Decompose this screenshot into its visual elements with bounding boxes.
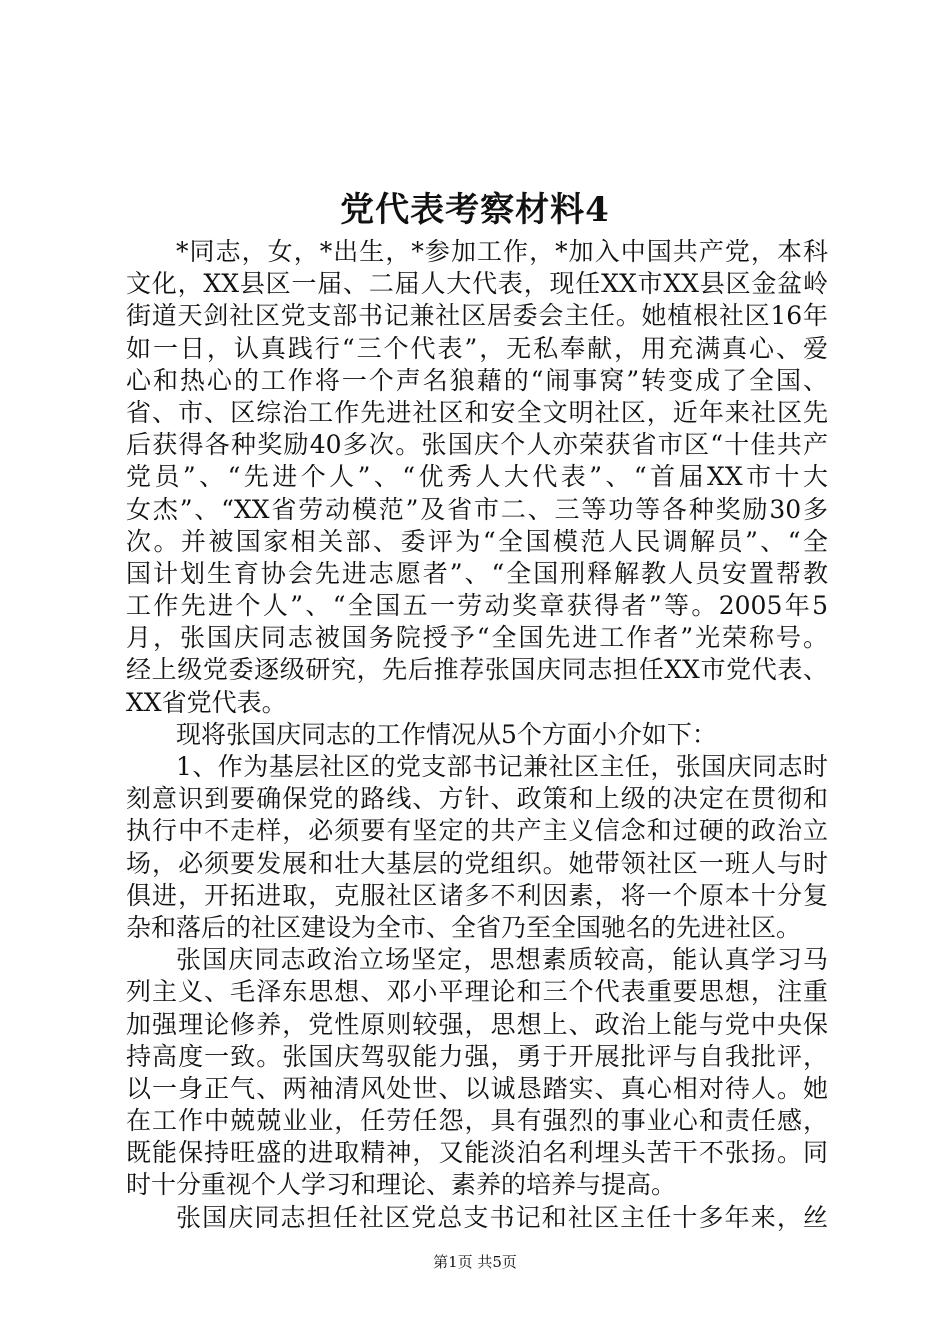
body-text-line: 1、作为基层社区的党支部书记兼社区主任，张国庆同志时 — [176, 752, 828, 781]
body-text-line: 俱进，开拓进取，克服社区诸多不利因素，将一个原本十分复 — [126, 880, 828, 910]
body-text-line: 工作先进个人”、“全国五一劳动奖章获得者”等。2005年5 — [126, 591, 828, 621]
body-text-line: 时十分重视个人学习和理论、素养的培养与提高。 — [126, 1170, 677, 1200]
body-text-line: 党员”、“先进个人”、“优秀人大代表”、“首届XX市十大 — [126, 462, 828, 492]
body-text-line: 在工作中兢兢业业，任劳任怨，具有强烈的事业心和责任感， — [126, 1106, 828, 1136]
body-text-line: 月，张国庆同志被国务院授予“全国先进工作者”光荣称号。 — [126, 623, 828, 653]
body-text-line: 国计划生育协会先进志愿者”、“全国刑释解教人员安置帮教 — [126, 558, 828, 588]
body-text-line: 列主义、毛泽东思想、邓小平理论和三个代表重要思想，注重 — [126, 977, 828, 1007]
document-title: 党代表考察材料4 — [340, 190, 610, 230]
body-text-line: 后获得各种奖励40多次。张国庆个人亦荣获省市区“十佳共产 — [126, 430, 828, 460]
body-text-line: 如一日，认真践行“三个代表”，无私奉献，用充满真心、爱 — [126, 333, 828, 363]
body-text-line: 执行中不走样，必须要有坚定的共产主义信念和过硬的政治立 — [126, 816, 828, 846]
body-text-line: 次。并被国家相关部、委评为“全国模范人民调解员”、“全 — [126, 526, 828, 556]
body-text-line: 杂和落后的社区建设为全市、全省乃至全国驰名的先进社区。 — [126, 912, 802, 942]
body-text-line: 持高度一致。张国庆驾驭能力强，勇于开展批评与自我批评， — [126, 1041, 828, 1071]
body-text-line: 既能保持旺盛的进取精神，又能淡泊名利埋头苦干不张扬。同 — [126, 1138, 828, 1168]
body-text-line: 刻意识到要确保党的路线、方针、政策和上级的决定在贯彻和 — [126, 784, 828, 814]
page-footer: 第1页 共5页 — [433, 1253, 517, 1271]
body-text-line: 加强理论修养，党性原则较强，思想上、政治上能与党中央保 — [126, 1009, 828, 1039]
body-text-line: 街道天剑社区党支部书记兼社区居委会主任。她植根社区16年 — [126, 301, 828, 331]
body-text-line: 以一身正气、两袖清风处世、以诚恳踏实、真心相对待人。她 — [126, 1073, 828, 1103]
body-text-line: 张国庆同志担任社区党总支书记和社区主任十多年来，丝 — [176, 1202, 828, 1232]
body-text-line: 女杰”、“XX省劳动模范”及省市二、三等功等各种奖励30多 — [126, 494, 828, 524]
body-text-line: 现将张国庆同志的工作情况从5个方面小介如下： — [176, 719, 717, 749]
body-text-line: 心和热心的工作将一个声名狼藉的“闹事窝”转变成了全国、 — [126, 365, 828, 395]
body-text-line: 经上级党委逐级研究，先后推荐张国庆同志担任XX市党代表、 — [126, 655, 828, 685]
body-text-line: 张国庆同志政治立场坚定，思想素质较高，能认真学习马 — [176, 945, 828, 975]
body-text-line: 文化，XX县区一届、二届人大代表，现任XX市XX县区金盆岭 — [126, 269, 828, 299]
document-body — [126, 236, 828, 1234]
body-text-line: XX省党代表。 — [126, 687, 287, 717]
body-text-line: *同志，女，*出生，*参加工作，*加入中国共产党，本科 — [176, 237, 828, 266]
body-text-line: 场，必须要发展和壮大基层的党组织。她带领社区一班人与时 — [126, 848, 828, 878]
body-text-line: 省、市、区综治工作先进社区和安全文明社区，近年来社区先 — [126, 397, 828, 427]
